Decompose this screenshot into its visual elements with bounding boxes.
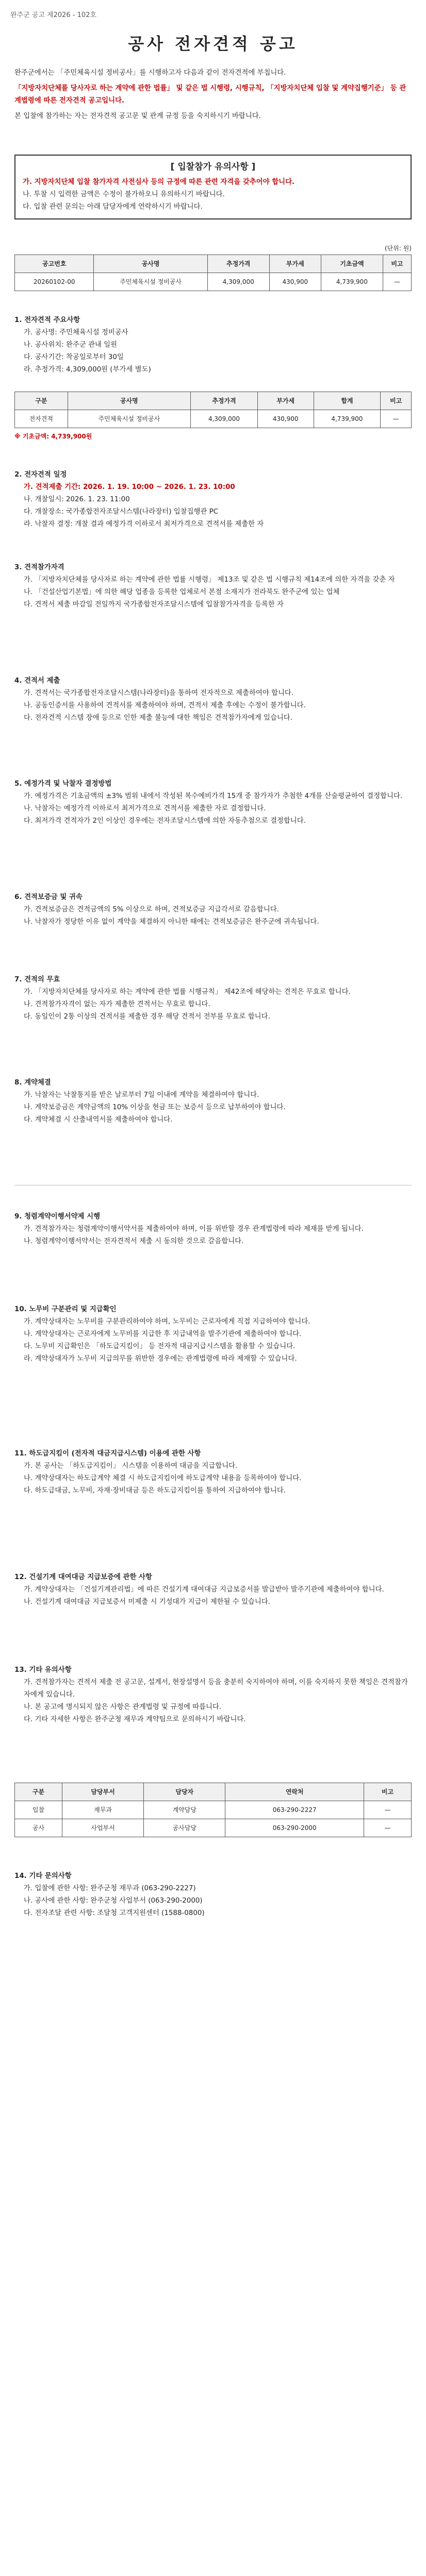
section-11-item-a: 가. 본 공사는 「하도급지킴이」 시스템을 이용하여 대금을 지급합니다.	[24, 1462, 238, 1470]
section-4-item-b: 나. 공동인증서를 사용하여 견적서를 제출하여야 하며, 견적서 제출 후에는 수정이 불가합니다.	[24, 702, 306, 709]
table3-header: 구분	[15, 1783, 62, 1801]
section-6-item-a: 가. 견적보증금은 견적금액의 5% 이상으로 하며, 견적보증금 지급각서로 갈음합니다.	[24, 906, 279, 913]
section-11-item-b: 나. 계약상대자는 하도급계약 체결 시 하도급지킴이에 하도급계약 내용을 등록하여야 합니다.	[24, 1475, 302, 1482]
table3-header: 담당자	[144, 1783, 225, 1801]
section-12-item-b: 나. 건설기계 대여대금 지급보증서 미제출 시 기성대가 지급이 제한될 수 있습니다.	[24, 1598, 270, 1606]
section-14-title: 14. 기타 문의사항	[14, 1872, 72, 1880]
participation-notice-box	[14, 155, 412, 219]
section-5-title: 5. 예정가격 및 낙찰자 결정방법	[14, 780, 112, 788]
intro-section	[14, 67, 412, 126]
table1-cell: 430,900	[269, 273, 321, 291]
section-7-item-c: 다. 동일인이 2통 이상의 견적서를 제출한 경우 해당 견적서 전부를 무효로 합니다.	[24, 1013, 270, 1021]
table3-cell: 공사	[15, 1819, 62, 1837]
summary-table	[14, 255, 412, 291]
section-12-item-a: 가. 계약상대자는 「건설기계관리법」에 따른 건설기계 대여대금 지급보증서를 발급받아 발주기관에 제출하여야 합니다.	[24, 1586, 384, 1594]
notice-item-2: 나. 투찰 시 입력한 금액은 수정이 불가하오니 유의하시기 바랍니다.	[23, 191, 225, 198]
table1-header: 기초금액	[321, 255, 383, 273]
section-3	[14, 556, 412, 611]
section-6	[14, 886, 412, 928]
table2-header: 구분	[15, 392, 68, 410]
section-8-item-a: 가. 낙찰자는 낙찰통지를 받은 날로부터 7일 이내에 계약을 체결하여야 합니다.	[24, 1091, 259, 1099]
section-8-title: 8. 계약체결	[14, 1079, 51, 1087]
table-row	[15, 273, 412, 291]
table2-header: 합계	[314, 392, 381, 410]
table3-cell: 재무과	[62, 1801, 143, 1819]
section-4-item-c: 다. 전자견적 시스템 장애 등으로 인한 제출 불능에 대한 책임은 견적참가자에게 있습니다.	[24, 714, 293, 722]
section-2-item-d: 라. 낙찰자 결정: 개찰 결과 예정가격 이하로서 최저가격으로 견적서를 제출한 자	[24, 520, 264, 528]
section-11-item-c: 다. 하도급대금, 노무비, 자재·장비대금 등은 하도급지킴이를 통하여 지급하여야 합니다.	[24, 1487, 286, 1495]
table3-cell: 063-290-2000	[225, 1819, 364, 1837]
section-14-item-b: 나. 공사에 관한 사항: 완주군청 사업부서 (063-290-2000)	[24, 1897, 203, 1905]
section-14	[14, 1865, 412, 1920]
section-12-title: 12. 건설기계 대여대금 지급보증에 관한 사항	[14, 1573, 152, 1581]
notice-number: 완주군 공고 제2026 - 102호	[10, 11, 97, 19]
table3-header: 연락처	[225, 1783, 364, 1801]
table-row	[15, 1819, 412, 1837]
table2-cell: 4,309,000	[191, 410, 258, 428]
section-2-item-b: 나. 개찰일시: 2026. 1. 23. 11:00	[24, 496, 130, 503]
table1-cell: 주민체육시설 정비공사	[94, 273, 207, 291]
notice-item-1: 가. 지방자치단체 입찰 참가자격 사전심사 등의 규정에 따른 관련 자격을 갖추어야 합니다.	[23, 178, 295, 186]
section-1-title: 1. 전자견적 주요사항	[14, 316, 80, 324]
notice-item-3: 다. 입찰 관련 문의는 아래 담당자에게 연락하시기 바랍니다.	[23, 203, 203, 211]
section-13-title: 13. 기타 유의사항	[14, 1666, 72, 1674]
section-4-item-a: 가. 견적서는 국가종합전자조달시스템(나라장터)을 통하여 전자적으로 제출하여야 합니다.	[24, 689, 294, 697]
section-2-title: 2. 전자견적 일정	[14, 471, 67, 479]
intro-line-3: 본 입찰에 참가하는 자는 전자견적 공고문 및 관계 규정 등을 숙지하시기 바랍니다.	[14, 112, 261, 120]
table1-unit: (단위: 원)	[385, 245, 412, 252]
section-10-item-d: 라. 계약상대자가 노무비 지급의무를 위반한 경우에는 관계법령에 따라 제재할 수 있습니다.	[24, 1355, 297, 1363]
section-5-item-b: 나. 낙찰자는 예정가격 이하로서 최저가격으로 견적서를 제출한 자로 결정합니다.	[24, 805, 266, 812]
section-13-item-b: 나. 본 공고에 명시되지 않은 사항은 관계법령 및 규정에 따릅니다.	[24, 1703, 222, 1711]
table-row	[15, 410, 412, 428]
section-7	[14, 969, 412, 1023]
notice-box-title: [ 입찰참가 유의사항 ]	[170, 162, 256, 172]
intro-line-2: 「지방자치단체를 당사자로 하는 계약에 관한 법률」 및 같은 법 시행령, 시행규칙, 「지방자치단체 입찰 및 계약집행기준」 등 관계법령에 따른 전자견적 공고입니다.	[14, 84, 406, 105]
table3-cell: —	[364, 1819, 412, 1837]
section-1-item-c: 다. 공사기간: 착공일로부터 30일	[24, 353, 124, 361]
section-1-item-a: 가. 공사명: 주민체육시설 정비공사	[24, 329, 128, 336]
section-7-title: 7. 견적의 무효	[14, 976, 60, 984]
table2-header: 추정가격	[191, 392, 258, 410]
section-2-item-c: 다. 개찰장소: 국가종합전자조달시스템(나라장터) 입찰집행관 PC	[24, 508, 219, 516]
table3-cell: 공사담당	[144, 1819, 225, 1837]
table2-cell: —	[381, 410, 412, 428]
section-9	[14, 1206, 412, 1248]
section-13-item-c: 다. 기타 자세한 사항은 완주군청 재무과 계약팀으로 문의하시기 바랍니다.	[24, 1716, 246, 1723]
detail-table	[14, 392, 412, 428]
section-5-item-c: 다. 최저가격 견적자가 2인 이상인 경우에는 전자조달시스템에 의한 자동추첨으로 결정합니다.	[24, 817, 306, 825]
section-9-title: 9. 청렴계약이행서약제 시행	[14, 1213, 101, 1221]
table1-cell: 4,739,900	[321, 273, 383, 291]
table1-header: 추정가격	[207, 255, 269, 273]
section-8	[14, 1072, 412, 1126]
table2-cell: 4,739,900	[314, 410, 381, 428]
section-14-item-c: 다. 전자조달 관련 사항: 조달청 고객지원센터 (1588-0800)	[24, 1909, 205, 1917]
section-1-item-d: 라. 추정가격: 4,309,000원 (부가세 별도)	[24, 366, 151, 374]
contact-table-wrap	[14, 1783, 412, 1837]
table3-cell: 063-290-2227	[225, 1801, 364, 1819]
table2-header: 공사명	[68, 392, 191, 410]
section-3-title: 3. 견적참가자격	[14, 564, 64, 571]
table1-header: 공고번호	[15, 255, 94, 273]
section-10	[14, 1298, 412, 1365]
section-10-item-a: 가. 계약상대자는 노무비를 구분관리하여야 하며, 노무비는 근로자에게 직접 지급하여야 합니다.	[24, 1318, 310, 1326]
section-9-item-a: 가. 견적참가자는 청렴계약이행서약서를 제출하여야 하며, 이를 위반할 경우 관계법령에 따라 제재를 받게 됩니다.	[24, 1225, 364, 1233]
table1-header: 비고	[383, 255, 411, 273]
section-10-item-b: 나. 계약상대자는 근로자에게 노무비를 지급한 후 지급내역을 발주기관에 제출하여야 합니다.	[24, 1330, 302, 1338]
table3-cell: 입찰	[15, 1801, 62, 1819]
section-4-title: 4. 견적서 제출	[14, 677, 60, 685]
section-1-item-b: 나. 공사위치: 완주군 관내 일원	[24, 341, 118, 349]
section-11	[14, 1443, 412, 1497]
section-10-title: 10. 노무비 구분관리 및 지급확인	[14, 1306, 117, 1313]
contact-table	[14, 1783, 412, 1837]
summary-table-wrap	[14, 242, 412, 291]
section-6-title: 6. 견적보증금 및 귀속	[14, 893, 83, 901]
section-8-item-b: 나. 계약보증금은 계약금액의 10% 이상을 현금 또는 보증서 등으로 납부하여야 합니다.	[24, 1104, 286, 1111]
section-10-item-c: 다. 노무비 지급확인은 「하도급지킴이」 등 전자적 대금지급시스템을 활용할 수 있습니다.	[24, 1343, 296, 1350]
table3-cell: 계약담당	[144, 1801, 225, 1819]
section-1	[14, 309, 412, 376]
section-2	[14, 464, 412, 531]
section-13	[14, 1659, 412, 1726]
table2-header: 비고	[381, 392, 412, 410]
table3-header: 담당부서	[62, 1783, 143, 1801]
section-5	[14, 773, 412, 827]
section-13-item-a: 가. 견적참가자는 견적서 제출 전 공고문, 설계서, 현장설명서 등을 충분히 숙지하여야 하며, 이를 숙지하지 못한 책임은 견적참가자에게 있습니다.	[24, 1679, 408, 1699]
section-5-item-a: 가. 예정가격은 기초금액의 ±3% 범위 내에서 작성된 복수예비가격 15개 중 참가자가 추첨한 4개를 산술평균하여 결정합니다.	[24, 792, 403, 800]
section-2-item-a: 가. 견적제출 기간: 2026. 1. 19. 10:00 ~ 2026. 1. 23. 10:00	[24, 483, 235, 491]
table1-cell: —	[383, 273, 411, 291]
section-8-item-c: 다. 계약체결 시 산출내역서를 제출하여야 합니다.	[24, 1116, 173, 1124]
section-7-item-a: 가. 「지방자치단체를 당사자로 하는 계약에 관한 법률 시행규칙」 제42조에 해당하는 견적은 무효로 합니다.	[24, 988, 351, 996]
table3-cell: —	[364, 1801, 412, 1819]
table3-cell: 사업부서	[62, 1819, 143, 1837]
section-12	[14, 1566, 412, 1608]
table2-cell: 430,900	[257, 410, 314, 428]
section-11-title: 11. 하도급지킴이 (전자적 대금지급시스템) 이용에 관한 사항	[14, 1450, 201, 1458]
table1-header: 공사명	[94, 255, 207, 273]
document-title: 공사 전자견적 공고	[128, 34, 298, 54]
table2-cell: 전자견적	[15, 410, 68, 428]
section-6-item-b: 나. 낙찰자가 정당한 이유 없이 계약을 체결하지 아니한 때에는 견적보증금은 완주군에 귀속됩니다.	[24, 918, 319, 926]
table2-cell: 주민체육시설 정비공사	[68, 410, 191, 428]
section-3-item-c: 다. 견적서 제출 마감일 전일까지 국가종합전자조달시스템에 입찰참가자격을 등록한 자	[24, 601, 284, 608]
table2-note: ※ 기초금액: 4,739,900원	[14, 433, 92, 440]
intro-line-1: 완주군에서는 「주민체육시설 정비공사」를 시행하고자 다음과 같이 전자견적에 부칩니다.	[14, 69, 286, 77]
table3-header: 비고	[364, 1783, 412, 1801]
table2-header: 부가세	[257, 392, 314, 410]
section-9-item-b: 나. 청렴계약이행서약서는 전자견적서 제출 시 동의한 것으로 갈음합니다.	[24, 1238, 244, 1245]
table1-cell: 4,309,000	[207, 273, 269, 291]
section-14-item-a: 가. 입찰에 관한 사항: 완주군청 재무과 (063-290-2227)	[24, 1885, 196, 1892]
table1-cell: 20260102-00	[15, 273, 94, 291]
detail-table-wrap	[14, 392, 412, 443]
section-3-item-a: 가. 「지방자치단체를 당사자로 하는 계약에 관한 법률 시행령」 제13조 및 같은 법 시행규칙 제14조에 의한 자격을 갖춘 자	[24, 576, 395, 584]
section-3-item-b: 나. 「건설산업기본법」에 의한 해당 업종을 등록한 업체로서 본점 소재지가 전라북도 완주군에 있는 업체	[24, 588, 340, 596]
table1-header: 부가세	[269, 255, 321, 273]
table-row	[15, 1801, 412, 1819]
section-4	[14, 670, 412, 724]
section-7-item-b: 나. 견적참가자격이 없는 자가 제출한 견적서는 무효로 합니다.	[24, 1001, 210, 1008]
